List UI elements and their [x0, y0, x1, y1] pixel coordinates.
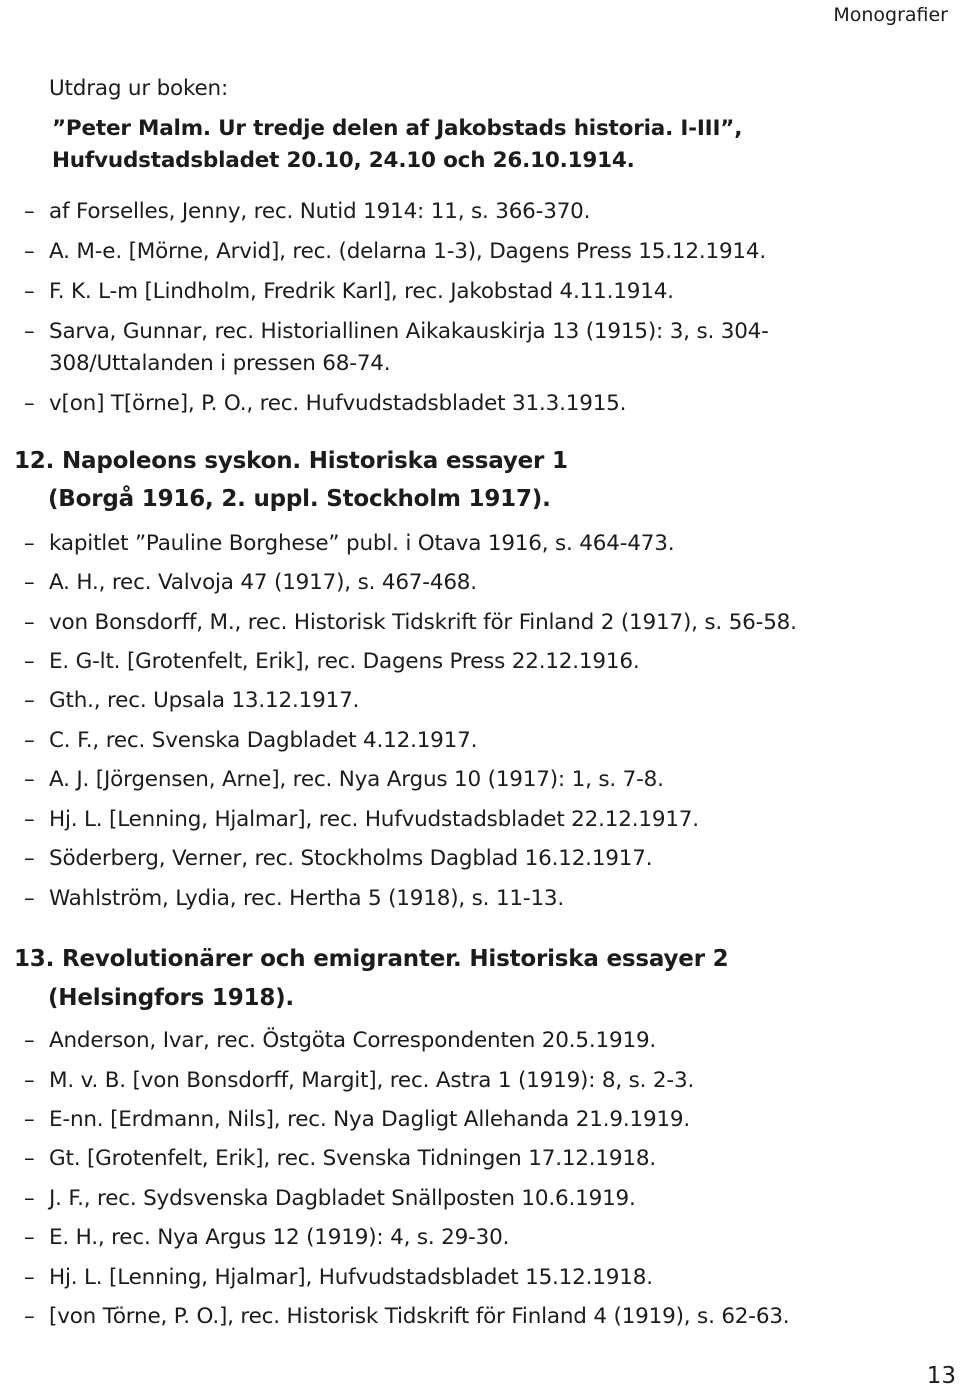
- dash-glyph: –: [24, 1265, 35, 1290]
- dash-glyph: –: [24, 610, 35, 635]
- dash-glyph: –: [24, 1146, 35, 1171]
- dash-glyph: –: [24, 1225, 35, 1250]
- intro-quote-line2: Hufvudstadsbladet 20.10, 24.10 och 26.10.1914.: [52, 148, 635, 173]
- review-entry: af Forselles, Jenny, rec. Nutid 1914: 11, s. 366-370.: [49, 199, 591, 224]
- dash-glyph: –: [24, 570, 35, 595]
- review-entry: Hj. L. [Lenning, Hjalmar], rec. Hufvudstadsbladet 22.12.1917.: [49, 807, 699, 832]
- review-entry: von Bonsdorff, M., rec. Historisk Tidskrift för Finland 2 (1917), s. 56-58.: [49, 610, 797, 635]
- dash-glyph: –: [24, 767, 35, 792]
- dash-glyph: –: [24, 1304, 35, 1329]
- intro-quote-line1: ”Peter Malm. Ur tredje delen af Jakobstads historia. I-III”,: [52, 116, 743, 141]
- review-entry: Söderberg, Verner, rec. Stockholms Dagblad 16.12.1917.: [49, 846, 653, 871]
- dash-glyph: –: [24, 886, 35, 911]
- review-entry: A. J. [Jörgensen, Arne], rec. Nya Argus 10 (1917): 1, s. 7-8.: [49, 767, 664, 792]
- dash-glyph: –: [24, 319, 35, 344]
- dash-glyph: –: [24, 728, 35, 753]
- review-entry: Gt. [Grotenfelt, Erik], rec. Svenska Tidningen 17.12.1918.: [49, 1146, 656, 1171]
- intro-label: Utdrag ur boken:: [49, 76, 228, 101]
- review-entry: A. H., rec. Valvoja 47 (1917), s. 467-468.: [49, 570, 477, 595]
- dash-glyph: –: [24, 391, 35, 416]
- dash-glyph: –: [24, 239, 35, 264]
- section-12-subtitle: (Borgå 1916, 2. uppl. Stockholm 1917).: [48, 486, 551, 512]
- review-entry: A. M-e. [Mörne, Arvid], rec. (delarna 1-3), Dagens Press 15.12.1914.: [49, 239, 767, 264]
- review-entry: Sarva, Gunnar, rec. Historiallinen Aikakauskirja 13 (1915): 3, s. 304-: [49, 319, 769, 344]
- review-entry: v[on] T[örne], P. O., rec. Hufvudstadsbladet 31.3.1915.: [49, 391, 627, 416]
- dash-glyph: –: [24, 649, 35, 674]
- dash-glyph: –: [24, 846, 35, 871]
- review-entry: kapitlet ”Pauline Borghese” publ. i Otava 1916, s. 464-473.: [49, 531, 675, 556]
- dash-glyph: –: [24, 1107, 35, 1132]
- review-entry: E-nn. [Erdmann, Nils], rec. Nya Dagligt Allehanda 21.9.1919.: [49, 1107, 691, 1132]
- review-entry: Anderson, Ivar, rec. Östgöta Correspondenten 20.5.1919.: [49, 1028, 657, 1053]
- dash-glyph: –: [24, 688, 35, 713]
- dash-glyph: –: [24, 199, 35, 224]
- dash-glyph: –: [24, 531, 35, 556]
- dash-glyph: –: [24, 1186, 35, 1211]
- review-entry: Hj. L. [Lenning, Hjalmar], Hufvudstadsbladet 15.12.1918.: [49, 1265, 653, 1290]
- review-entry: J. F., rec. Sydsvenska Dagbladet Snällposten 10.6.1919.: [49, 1186, 636, 1211]
- page-number: 13: [926, 1363, 956, 1389]
- review-entry: C. F., rec. Svenska Dagbladet 4.12.1917.: [49, 728, 478, 753]
- dash-glyph: –: [24, 279, 35, 304]
- section-13-subtitle: (Helsingfors 1918).: [48, 985, 294, 1011]
- review-entry: M. v. B. [von Bonsdorff, Margit], rec. Astra 1 (1919): 8, s. 2-3.: [49, 1068, 695, 1093]
- review-entry: E. G-lt. [Grotenfelt, Erik], rec. Dagens Press 22.12.1916.: [49, 649, 640, 674]
- review-entry: Gth., rec. Upsala 13.12.1917.: [49, 688, 360, 713]
- review-entry: F. K. L-m [Lindholm, Fredrik Karl], rec. Jakobstad 4.11.1914.: [49, 279, 674, 304]
- dash-glyph: –: [24, 1028, 35, 1053]
- section-12-title: 12. Napoleons syskon. Historiska essayer 1: [14, 448, 568, 474]
- review-entry: E. H., rec. Nya Argus 12 (1919): 4, s. 29-30.: [49, 1225, 510, 1250]
- review-entry-continuation: 308/Uttalanden i pressen 68-74.: [49, 351, 391, 376]
- section-header-label: Monografier: [833, 4, 948, 26]
- section-13-title: 13. Revolutionärer och emigranter. Historiska essayer 2: [14, 946, 729, 972]
- review-entry: Wahlström, Lydia, rec. Hertha 5 (1918), s. 11-13.: [49, 886, 565, 911]
- dash-glyph: –: [24, 1068, 35, 1093]
- dash-glyph: –: [24, 807, 35, 832]
- review-entry: [von Törne, P. O.], rec. Historisk Tidskrift för Finland 4 (1919), s. 62-63.: [49, 1304, 790, 1329]
